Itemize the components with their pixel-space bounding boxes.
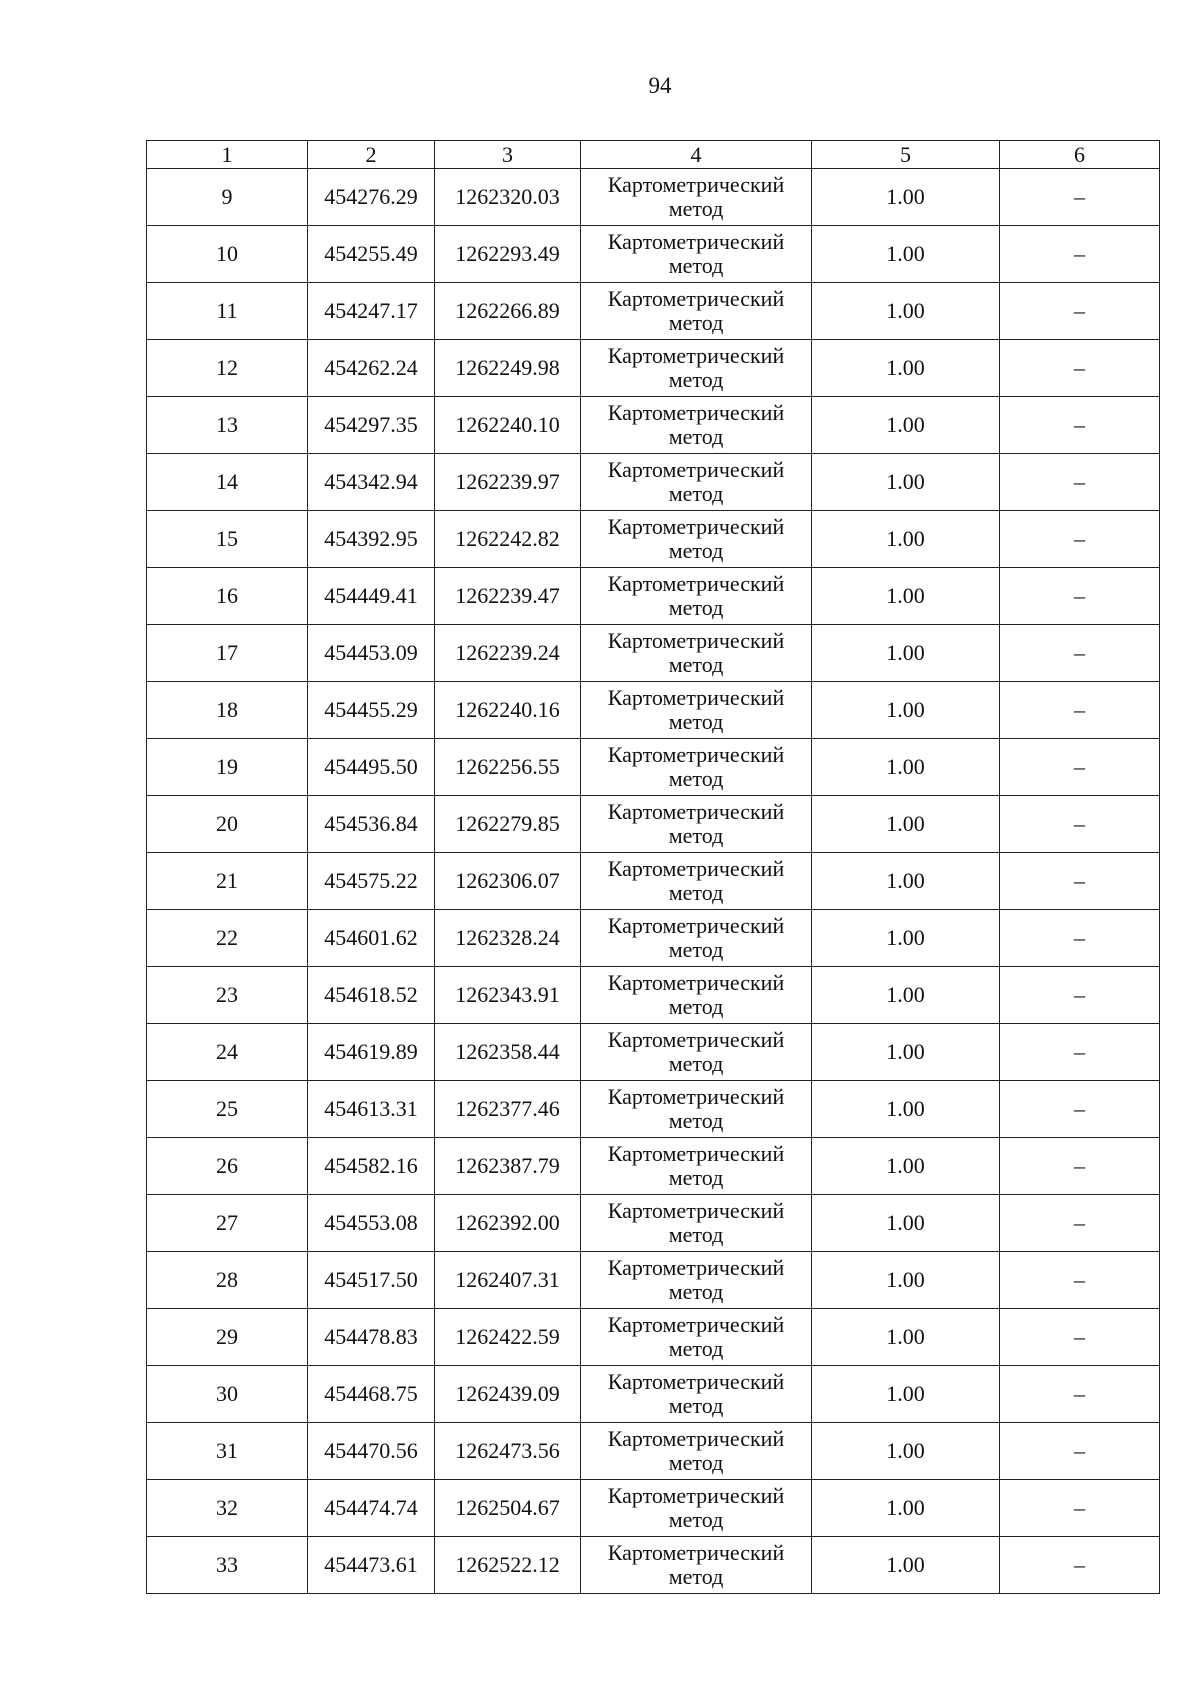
note-cell: – [1000, 1423, 1160, 1480]
method-cell [581, 1537, 812, 1594]
column-header: 3 [435, 141, 581, 169]
accuracy-cell: 1.00 [812, 739, 1000, 796]
table-row [147, 1195, 1160, 1252]
accuracy-cell: 1.00 [812, 226, 1000, 283]
method-cell [581, 1024, 812, 1081]
point-number-cell: 24 [147, 1024, 308, 1081]
x-coordinate-cell: 454613.31 [308, 1081, 435, 1138]
x-coordinate-cell: 454297.35 [308, 397, 435, 454]
x-coordinate-cell: 454474.74 [308, 1480, 435, 1537]
method-cell [581, 568, 812, 625]
table-header [147, 141, 1160, 169]
accuracy-cell: 1.00 [812, 1480, 1000, 1537]
x-coordinate-cell: 454582.16 [308, 1138, 435, 1195]
point-number-cell: 33 [147, 1537, 308, 1594]
x-coordinate-cell: 454468.75 [308, 1366, 435, 1423]
accuracy-cell: 1.00 [812, 1309, 1000, 1366]
method-cell [581, 796, 812, 853]
coordinates-table [146, 140, 1160, 1594]
method-text: Картометрический метод [607, 628, 785, 677]
method-text: Картометрический метод [607, 856, 785, 905]
y-coordinate-cell: 1262242.82 [435, 511, 581, 568]
point-number-cell: 31 [147, 1423, 308, 1480]
method-cell [581, 682, 812, 739]
note-cell: – [1000, 1252, 1160, 1309]
header-row [147, 141, 1160, 169]
y-coordinate-cell: 1262358.44 [435, 1024, 581, 1081]
method-text: Картометрический метод [607, 1255, 785, 1304]
table-row [147, 910, 1160, 967]
point-number-cell: 21 [147, 853, 308, 910]
table-row [147, 169, 1160, 226]
accuracy-cell: 1.00 [812, 1366, 1000, 1423]
accuracy-cell: 1.00 [812, 1537, 1000, 1594]
note-cell: – [1000, 967, 1160, 1024]
y-coordinate-cell: 1262239.24 [435, 625, 581, 682]
x-coordinate-cell: 454453.09 [308, 625, 435, 682]
method-text: Картометрический метод [607, 742, 785, 791]
y-coordinate-cell: 1262293.49 [435, 226, 581, 283]
method-cell [581, 169, 812, 226]
x-coordinate-cell: 454247.17 [308, 283, 435, 340]
note-cell: – [1000, 511, 1160, 568]
table-body [147, 169, 1160, 1594]
method-text: Картометрический метод [607, 571, 785, 620]
y-coordinate-cell: 1262392.00 [435, 1195, 581, 1252]
method-text: Картометрический метод [607, 1198, 785, 1247]
x-coordinate-cell: 454276.29 [308, 169, 435, 226]
point-number-cell: 28 [147, 1252, 308, 1309]
method-text: Картометрический метод [607, 1426, 785, 1475]
accuracy-cell: 1.00 [812, 1252, 1000, 1309]
note-cell: – [1000, 682, 1160, 739]
x-coordinate-cell: 454392.95 [308, 511, 435, 568]
note-cell: – [1000, 910, 1160, 967]
accuracy-cell: 1.00 [812, 1138, 1000, 1195]
column-header: 1 [147, 141, 308, 169]
table-row [147, 511, 1160, 568]
method-cell [581, 1195, 812, 1252]
y-coordinate-cell: 1262407.31 [435, 1252, 581, 1309]
accuracy-cell: 1.00 [812, 340, 1000, 397]
note-cell: – [1000, 1081, 1160, 1138]
method-text: Картометрический метод [607, 457, 785, 506]
method-text: Картометрический метод [607, 799, 785, 848]
point-number-cell: 27 [147, 1195, 308, 1252]
note-cell: – [1000, 454, 1160, 511]
method-cell [581, 1480, 812, 1537]
method-text: Картометрический метод [607, 1027, 785, 1076]
method-cell [581, 1081, 812, 1138]
point-number-cell: 20 [147, 796, 308, 853]
accuracy-cell: 1.00 [812, 169, 1000, 226]
note-cell: – [1000, 397, 1160, 454]
note-cell: – [1000, 568, 1160, 625]
method-cell [581, 454, 812, 511]
y-coordinate-cell: 1262306.07 [435, 853, 581, 910]
table-row [147, 853, 1160, 910]
accuracy-cell: 1.00 [812, 1195, 1000, 1252]
accuracy-cell: 1.00 [812, 682, 1000, 739]
point-number-cell: 19 [147, 739, 308, 796]
table-row [147, 568, 1160, 625]
method-text: Картометрический метод [607, 1369, 785, 1418]
table-row [147, 340, 1160, 397]
method-text: Картометрический метод [607, 286, 785, 335]
note-cell: – [1000, 226, 1160, 283]
table-row [147, 1081, 1160, 1138]
accuracy-cell: 1.00 [812, 283, 1000, 340]
table-row [147, 397, 1160, 454]
table-row [147, 1024, 1160, 1081]
method-cell [581, 1309, 812, 1366]
point-number-cell: 16 [147, 568, 308, 625]
note-cell: – [1000, 739, 1160, 796]
table-row [147, 967, 1160, 1024]
y-coordinate-cell: 1262522.12 [435, 1537, 581, 1594]
accuracy-cell: 1.00 [812, 511, 1000, 568]
point-number-cell: 22 [147, 910, 308, 967]
note-cell: – [1000, 625, 1160, 682]
method-text: Картометрический метод [607, 343, 785, 392]
x-coordinate-cell: 454575.22 [308, 853, 435, 910]
method-text: Картометрический метод [607, 1483, 785, 1532]
y-coordinate-cell: 1262239.47 [435, 568, 581, 625]
point-number-cell: 23 [147, 967, 308, 1024]
method-text: Картометрический метод [607, 514, 785, 563]
table-row [147, 682, 1160, 739]
note-cell: – [1000, 1309, 1160, 1366]
x-coordinate-cell: 454618.52 [308, 967, 435, 1024]
note-cell: – [1000, 283, 1160, 340]
method-text: Картометрический метод [607, 970, 785, 1019]
y-coordinate-cell: 1262439.09 [435, 1366, 581, 1423]
table-row [147, 1537, 1160, 1594]
y-coordinate-cell: 1262504.67 [435, 1480, 581, 1537]
note-cell: – [1000, 1138, 1160, 1195]
column-header: 6 [1000, 141, 1160, 169]
note-cell: – [1000, 1366, 1160, 1423]
x-coordinate-cell: 454262.24 [308, 340, 435, 397]
accuracy-cell: 1.00 [812, 454, 1000, 511]
method-cell [581, 625, 812, 682]
method-cell [581, 739, 812, 796]
method-cell [581, 910, 812, 967]
point-number-cell: 32 [147, 1480, 308, 1537]
table-row [147, 1480, 1160, 1537]
accuracy-cell: 1.00 [812, 568, 1000, 625]
point-number-cell: 30 [147, 1366, 308, 1423]
point-number-cell: 12 [147, 340, 308, 397]
x-coordinate-cell: 454478.83 [308, 1309, 435, 1366]
accuracy-cell: 1.00 [812, 1024, 1000, 1081]
y-coordinate-cell: 1262256.55 [435, 739, 581, 796]
table-row [147, 1309, 1160, 1366]
point-number-cell: 11 [147, 283, 308, 340]
accuracy-cell: 1.00 [812, 397, 1000, 454]
method-cell [581, 397, 812, 454]
y-coordinate-cell: 1262240.10 [435, 397, 581, 454]
table-row [147, 1366, 1160, 1423]
y-coordinate-cell: 1262239.97 [435, 454, 581, 511]
method-text: Картометрический метод [607, 1084, 785, 1133]
point-number-cell: 26 [147, 1138, 308, 1195]
x-coordinate-cell: 454449.41 [308, 568, 435, 625]
point-number-cell: 18 [147, 682, 308, 739]
accuracy-cell: 1.00 [812, 796, 1000, 853]
table-row [147, 1252, 1160, 1309]
accuracy-cell: 1.00 [812, 1423, 1000, 1480]
method-cell [581, 283, 812, 340]
column-header: 5 [812, 141, 1000, 169]
method-text: Картометрический метод [607, 400, 785, 449]
method-text: Картометрический метод [607, 1540, 785, 1589]
method-cell [581, 853, 812, 910]
point-number-cell: 17 [147, 625, 308, 682]
point-number-cell: 25 [147, 1081, 308, 1138]
x-coordinate-cell: 454473.61 [308, 1537, 435, 1594]
point-number-cell: 10 [147, 226, 308, 283]
y-coordinate-cell: 1262249.98 [435, 340, 581, 397]
method-cell [581, 1423, 812, 1480]
method-text: Картометрический метод [607, 172, 785, 221]
point-number-cell: 15 [147, 511, 308, 568]
method-cell [581, 967, 812, 1024]
x-coordinate-cell: 454470.56 [308, 1423, 435, 1480]
y-coordinate-cell: 1262320.03 [435, 169, 581, 226]
y-coordinate-cell: 1262279.85 [435, 796, 581, 853]
note-cell: – [1000, 1537, 1160, 1594]
note-cell: – [1000, 853, 1160, 910]
method-cell [581, 340, 812, 397]
table-row [147, 283, 1160, 340]
column-header: 4 [581, 141, 812, 169]
method-cell [581, 1252, 812, 1309]
table-row [147, 226, 1160, 283]
x-coordinate-cell: 454553.08 [308, 1195, 435, 1252]
table-row [147, 625, 1160, 682]
table-row [147, 796, 1160, 853]
point-number-cell: 13 [147, 397, 308, 454]
method-cell [581, 511, 812, 568]
x-coordinate-cell: 454517.50 [308, 1252, 435, 1309]
x-coordinate-cell: 454255.49 [308, 226, 435, 283]
table-row [147, 1138, 1160, 1195]
x-coordinate-cell: 454601.62 [308, 910, 435, 967]
table-row [147, 454, 1160, 511]
point-number-cell: 14 [147, 454, 308, 511]
accuracy-cell: 1.00 [812, 1081, 1000, 1138]
point-number-cell: 9 [147, 169, 308, 226]
point-number-cell: 29 [147, 1309, 308, 1366]
x-coordinate-cell: 454619.89 [308, 1024, 435, 1081]
method-cell [581, 1138, 812, 1195]
y-coordinate-cell: 1262473.56 [435, 1423, 581, 1480]
note-cell: – [1000, 1480, 1160, 1537]
method-text: Картометрический метод [607, 913, 785, 962]
method-cell [581, 226, 812, 283]
accuracy-cell: 1.00 [812, 853, 1000, 910]
method-text: Картометрический метод [607, 1312, 785, 1361]
x-coordinate-cell: 454495.50 [308, 739, 435, 796]
y-coordinate-cell: 1262343.91 [435, 967, 581, 1024]
y-coordinate-cell: 1262266.89 [435, 283, 581, 340]
accuracy-cell: 1.00 [812, 625, 1000, 682]
x-coordinate-cell: 454536.84 [308, 796, 435, 853]
table-row [147, 1423, 1160, 1480]
method-text: Картометрический метод [607, 229, 785, 278]
x-coordinate-cell: 454342.94 [308, 454, 435, 511]
y-coordinate-cell: 1262240.16 [435, 682, 581, 739]
note-cell: – [1000, 1024, 1160, 1081]
column-header: 2 [308, 141, 435, 169]
note-cell: – [1000, 340, 1160, 397]
y-coordinate-cell: 1262387.79 [435, 1138, 581, 1195]
y-coordinate-cell: 1262422.59 [435, 1309, 581, 1366]
accuracy-cell: 1.00 [812, 910, 1000, 967]
note-cell: – [1000, 796, 1160, 853]
y-coordinate-cell: 1262377.46 [435, 1081, 581, 1138]
x-coordinate-cell: 454455.29 [308, 682, 435, 739]
method-text: Картометрический метод [607, 1141, 785, 1190]
note-cell: – [1000, 169, 1160, 226]
table-row [147, 739, 1160, 796]
note-cell: – [1000, 1195, 1160, 1252]
method-cell [581, 1366, 812, 1423]
method-text: Картометрический метод [607, 685, 785, 734]
page-number: 94 [648, 73, 672, 98]
y-coordinate-cell: 1262328.24 [435, 910, 581, 967]
accuracy-cell: 1.00 [812, 967, 1000, 1024]
